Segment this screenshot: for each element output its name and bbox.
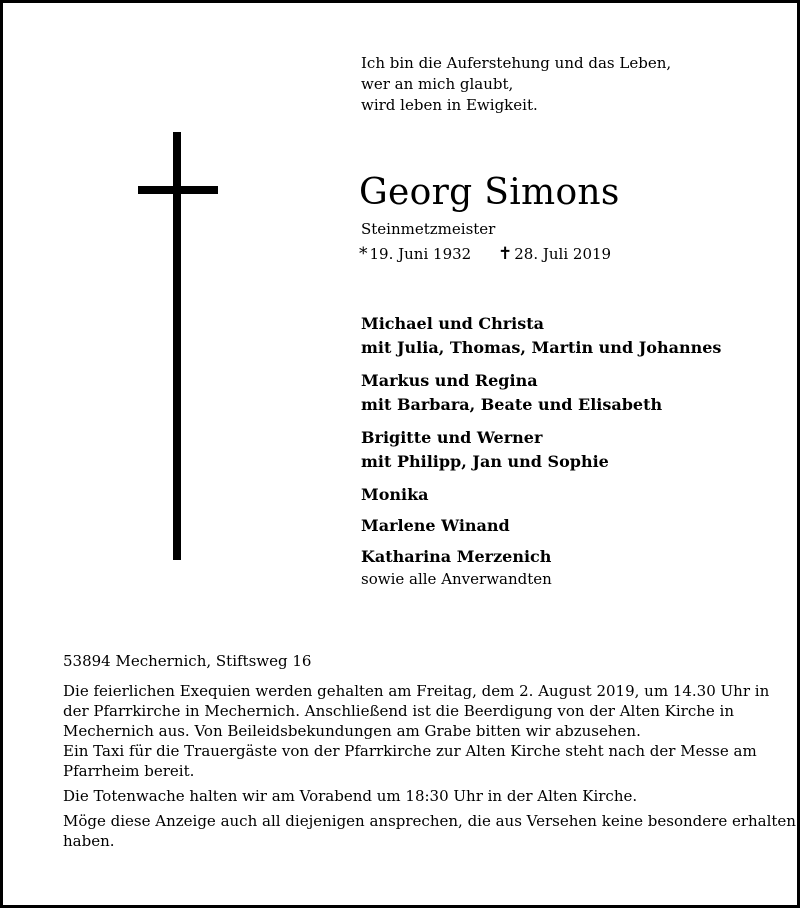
verse-line: wer an mich glaubt, — [361, 75, 514, 93]
info-line: Die feierlichen Exequien werden gehalten am Freitag, dem 2. August 2019, um 14.30 Uhr in — [63, 682, 770, 700]
family-address: 53894 Mechernich, Stiftsweg 16 — [63, 652, 312, 670]
mourner-names: Michael und Christa — [361, 314, 545, 333]
mourner-group — [361, 312, 781, 360]
info-line: Ein Taxi für die Trauergäste von der Pfarrkirche zur Alten Kirche steht nach der Messe am — [63, 742, 757, 760]
birth-date: 19. Juni 1932 — [369, 245, 472, 263]
mourner-group — [361, 369, 781, 417]
deceased-profession: Steinmetzmeister — [361, 220, 496, 238]
death-date: 28. Juli 2019 — [514, 245, 612, 263]
mourner-single: Marlene Winand — [361, 516, 510, 535]
info-paragraph — [63, 786, 768, 806]
info-line: der Pfarrkirche in Mechernich. Anschließend ist die Beerdigung von der Alten Kirche in — [63, 702, 735, 720]
mourner-group — [361, 426, 781, 474]
info-line: Pfarrheim bereit. — [63, 762, 195, 780]
mourner-single: Monika — [361, 485, 429, 504]
verse-line: Ich bin die Auferstehung und das Leben, — [361, 54, 672, 72]
cross-icon-crossbar — [138, 186, 218, 194]
birth-star-icon: * — [359, 244, 368, 264]
info-line: Die Totenwache halten wir am Vorabend um 18:30 Uhr in der Alten Kirche. — [63, 787, 638, 805]
mourner-names: Markus und Regina — [361, 371, 538, 390]
info-line: haben. — [63, 832, 115, 850]
mourner-children: mit Philipp, Jan und Sophie — [361, 452, 609, 471]
bible-verse — [361, 53, 781, 116]
death-cross-icon: ✝ — [497, 244, 513, 264]
cross-icon — [173, 132, 181, 560]
mourners-list — [361, 312, 781, 589]
life-dates — [359, 243, 611, 265]
info-line: Mechernich aus. Von Beileidsbekundungen am Grabe bitten wir abzusehen. — [63, 722, 641, 740]
verse-line: wird leben in Ewigkeit. — [361, 96, 538, 114]
mourner-children: mit Barbara, Beate und Elisabeth — [361, 395, 663, 414]
deceased-name: Georg Simons — [359, 172, 620, 213]
info-paragraph — [63, 811, 796, 851]
mourner-names: Brigitte und Werner — [361, 428, 543, 447]
mourner-single: Katharina Merzenich — [361, 547, 552, 566]
relatives-note: sowie alle Anverwandten — [361, 570, 552, 588]
info-line: Möge diese Anzeige auch all diejenigen ansprechen, die aus Versehen keine besondere erhalten — [63, 812, 796, 830]
mourner-children: mit Julia, Thomas, Martin und Johannes — [361, 338, 722, 357]
info-paragraph — [63, 681, 768, 781]
funeral-info — [63, 681, 796, 856]
